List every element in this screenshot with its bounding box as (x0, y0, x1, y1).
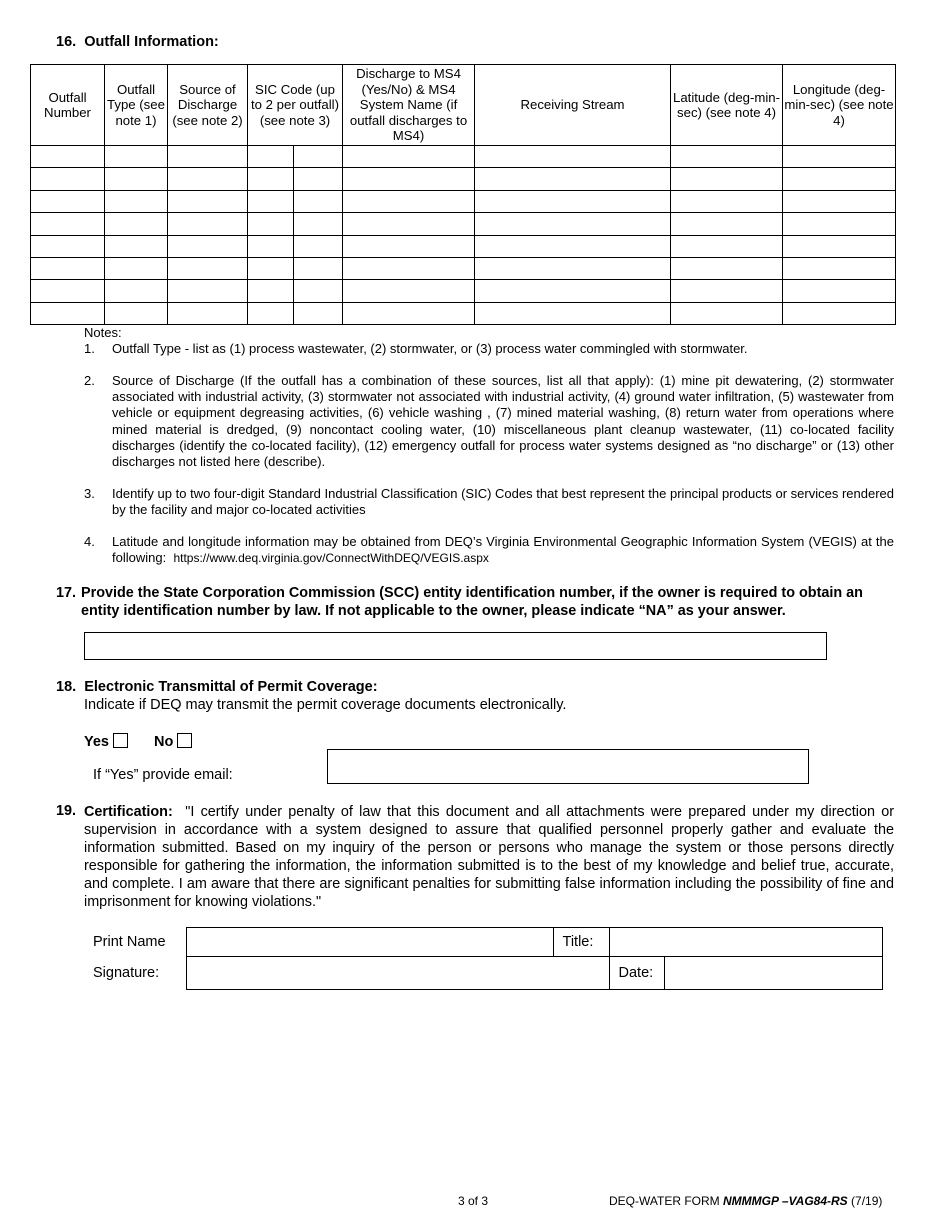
table-cell-input[interactable] (105, 191, 167, 212)
table-cell-input[interactable] (31, 236, 104, 257)
yes-option[interactable] (84, 733, 128, 750)
table-cell-input[interactable] (475, 280, 670, 301)
certification-title: Certification: (84, 804, 173, 820)
table-cell-input[interactable] (671, 191, 782, 212)
table-cell[interactable] (783, 190, 896, 212)
table-cell[interactable] (475, 235, 671, 257)
table-cell-input[interactable] (294, 236, 342, 257)
table-cell[interactable] (475, 213, 671, 235)
table-cell[interactable] (783, 146, 896, 168)
note-text: Identify up to two four-digit Standard Industrial Classification (SIC) Codes that best represent the principal products or services rendered by the facility and major co-located activities (112, 486, 894, 518)
section-16-heading (56, 34, 219, 50)
table-cell[interactable] (671, 213, 783, 235)
table-cell[interactable] (31, 235, 105, 257)
table-cell-input[interactable] (168, 280, 247, 301)
table-cell[interactable] (475, 280, 671, 302)
table-cell-input[interactable] (248, 146, 293, 167)
signature-field[interactable] (186, 957, 609, 990)
table-cell-input[interactable] (475, 191, 670, 212)
signature-input[interactable] (187, 965, 609, 980)
table-cell-input[interactable] (294, 258, 342, 279)
table-cell[interactable] (671, 190, 783, 212)
table-cell[interactable] (248, 213, 294, 235)
section-18-heading (56, 679, 378, 695)
table-cell-input[interactable] (343, 213, 474, 234)
print-name-label: Print Name (93, 934, 166, 950)
table-cell-input[interactable] (168, 236, 247, 257)
table-cell-input[interactable] (31, 303, 104, 324)
signature-label: Signature: (93, 965, 160, 981)
table-cell-input[interactable] (783, 168, 895, 189)
outfall-table (30, 64, 896, 325)
table-header-row (31, 65, 896, 146)
table-cell-input[interactable] (248, 236, 293, 257)
note-number: 1. (84, 341, 95, 356)
table-cell[interactable] (248, 302, 294, 324)
table-cell-input[interactable] (671, 213, 782, 234)
table-row (31, 190, 896, 212)
table-cell[interactable] (31, 257, 105, 279)
table-cell-input[interactable] (105, 280, 167, 301)
table-cell[interactable] (248, 257, 294, 279)
table-cell[interactable] (105, 190, 168, 212)
table-cell-input[interactable] (783, 280, 895, 301)
table-cell-input[interactable] (105, 168, 167, 189)
print-name-row (84, 928, 882, 957)
table-cell[interactable] (294, 168, 343, 190)
table-cell[interactable] (105, 235, 168, 257)
table-cell-input[interactable] (31, 191, 104, 212)
note-4 (84, 534, 894, 566)
table-cell-input[interactable] (168, 168, 247, 189)
table-cell-input[interactable] (105, 258, 167, 279)
table-cell[interactable] (105, 257, 168, 279)
section-18-subtitle: Indicate if DEQ may transmit the permit coverage documents electronically. (84, 697, 567, 713)
table-cell[interactable] (783, 235, 896, 257)
table-cell[interactable] (31, 190, 105, 212)
table-cell[interactable] (343, 302, 475, 324)
header-discharge-to-ms4: Discharge to MS4 (Yes/No) & MS4 System Name (if outfall discharges to MS4) (343, 65, 475, 146)
date-input[interactable] (665, 965, 882, 980)
table-cell[interactable] (168, 302, 248, 324)
table-cell[interactable] (343, 257, 475, 279)
table-cell[interactable] (248, 168, 294, 190)
table-cell[interactable] (294, 213, 343, 235)
table-cell-input[interactable] (343, 146, 474, 167)
table-cell[interactable] (248, 190, 294, 212)
table-cell[interactable] (671, 302, 783, 324)
table-cell[interactable] (343, 146, 475, 168)
outfall-table-body (31, 146, 896, 325)
section-number: 17. (56, 585, 77, 601)
note-text: Latitude and longitude information may be obtained from DEQ’s Virginia Environmental Geographic Information System (VEGIS) at the following: (112, 534, 894, 566)
table-cell[interactable] (783, 168, 896, 190)
table-cell-input[interactable] (475, 168, 670, 189)
table-cell-input[interactable] (671, 168, 782, 189)
table-cell[interactable] (671, 168, 783, 190)
table-cell-input[interactable] (294, 168, 342, 189)
table-cell[interactable] (31, 302, 105, 324)
title-field[interactable] (609, 928, 882, 957)
table-cell-input[interactable] (168, 303, 247, 324)
table-cell[interactable] (168, 235, 248, 257)
table-cell[interactable] (475, 190, 671, 212)
notes-label: Notes: (84, 325, 122, 340)
table-cell-input[interactable] (105, 303, 167, 324)
note-text: Outfall Type - list as (1) process wastewater, (2) stormwater, or (3) process water commingled with stormwater. (112, 341, 748, 356)
section-number-19: 19. (56, 803, 77, 819)
no-label: No (154, 734, 174, 750)
table-cell[interactable] (105, 302, 168, 324)
table-cell[interactable] (31, 168, 105, 190)
table-cell[interactable] (671, 257, 783, 279)
table-cell-input[interactable] (783, 146, 895, 167)
table-cell-input[interactable] (248, 303, 293, 324)
table-cell[interactable] (294, 302, 343, 324)
table-cell[interactable] (343, 168, 475, 190)
note-number: 2. (84, 373, 95, 388)
table-cell-input[interactable] (783, 213, 895, 234)
table-cell-input[interactable] (31, 258, 104, 279)
table-cell[interactable] (168, 280, 248, 302)
yes-label: Yes (84, 734, 109, 750)
table-cell[interactable] (31, 213, 105, 235)
table-cell-input[interactable] (783, 191, 895, 212)
scc-id-field[interactable] (84, 632, 827, 660)
note-number: 3. (84, 486, 95, 501)
header-longitude: Longitude (deg-min-sec) (see note 4) (783, 65, 896, 146)
table-cell-input[interactable] (248, 168, 293, 189)
table-row (31, 302, 896, 324)
table-cell-input[interactable] (168, 213, 247, 234)
table-cell[interactable] (475, 257, 671, 279)
section-number: 18. (56, 679, 77, 695)
form-id (609, 1194, 882, 1208)
table-cell[interactable] (475, 168, 671, 190)
table-cell-input[interactable] (783, 258, 895, 279)
table-cell[interactable] (343, 190, 475, 212)
table-cell-input[interactable] (475, 213, 670, 234)
table-cell-input[interactable] (168, 191, 247, 212)
header-latitude: Latitude (deg-min-sec) (see note 4) (671, 65, 783, 146)
note-3 (84, 486, 894, 518)
date-label: Date: (609, 957, 664, 990)
title-label: Title: (553, 928, 609, 957)
table-cell-input[interactable] (475, 236, 670, 257)
table-cell-input[interactable] (475, 146, 670, 167)
table-cell-input[interactable] (475, 258, 670, 279)
yes-checkbox[interactable] (113, 733, 128, 748)
table-cell-input[interactable] (475, 303, 670, 324)
table-cell[interactable] (294, 257, 343, 279)
table-cell[interactable] (105, 168, 168, 190)
table-cell[interactable] (248, 280, 294, 302)
table-cell-input[interactable] (294, 213, 342, 234)
note-text: Source of Discharge (If the outfall has a combination of these sources, list all that apply): (1) mine pit dewatering, (2) stormwater associated with industrial activity, (3) stormwater not associated with industrial activity, (4) ground water infiltration, (5) wastewater from vehicle or equipment degreasing activities, (6) vehicle washing , (7) mined material washing, (8) return water from operations where mined material is dredged, (9) noncontact cooling water, (10) miscellaneous plant cleanup wastewater, (11) co-located facility discharges (identify the co-located facility), (12) emergency outfall for process water systems designed as “no discharge” or (13) other discharges not listed here (describe). (112, 373, 894, 470)
print-name-field[interactable] (186, 928, 553, 957)
table-cell[interactable] (343, 213, 475, 235)
table-cell[interactable] (168, 213, 248, 235)
table-cell[interactable] (105, 146, 168, 168)
signature-table (84, 927, 883, 990)
table-cell-input[interactable] (343, 280, 474, 301)
table-cell[interactable] (783, 257, 896, 279)
table-cell[interactable] (671, 146, 783, 168)
table-cell-input[interactable] (671, 280, 782, 301)
table-cell[interactable] (105, 280, 168, 302)
table-cell[interactable] (294, 146, 343, 168)
table-cell-input[interactable] (343, 168, 474, 189)
title-input[interactable] (610, 934, 882, 949)
table-cell-input[interactable] (105, 146, 167, 167)
section-title: Outfall Information: (84, 34, 219, 50)
table-cell-input[interactable] (31, 280, 104, 301)
vegis-link[interactable]: https://www.deq.virginia.gov/ConnectWithDEQ/VEGIS.aspx (173, 551, 489, 566)
table-cell[interactable] (248, 146, 294, 168)
table-cell[interactable] (783, 280, 896, 302)
table-cell-input[interactable] (168, 258, 247, 279)
no-option[interactable] (154, 733, 192, 750)
table-cell-input[interactable] (343, 258, 474, 279)
scc-id-input[interactable] (85, 633, 826, 659)
table-cell[interactable] (475, 302, 671, 324)
email-input[interactable] (328, 750, 808, 783)
table-row (31, 168, 896, 190)
email-label: If “Yes” provide email: (93, 767, 233, 783)
table-cell-input[interactable] (783, 303, 895, 324)
table-row (31, 235, 896, 257)
header-sic-code: SIC Code (up to 2 per outfall) (see note 3) (248, 65, 343, 146)
table-cell[interactable] (105, 213, 168, 235)
certification-text (84, 803, 894, 911)
table-cell-input[interactable] (343, 303, 474, 324)
table-cell-input[interactable] (343, 191, 474, 212)
section-17-heading (56, 584, 896, 620)
table-cell-input[interactable] (294, 280, 342, 301)
email-field[interactable] (327, 749, 809, 784)
table-row (31, 213, 896, 235)
signature-row (84, 957, 882, 990)
table-cell[interactable] (31, 280, 105, 302)
note-number: 4. (84, 534, 95, 549)
table-cell[interactable] (671, 235, 783, 257)
table-cell[interactable] (671, 280, 783, 302)
table-cell-input[interactable] (343, 236, 474, 257)
table-cell-input[interactable] (248, 258, 293, 279)
table-cell[interactable] (248, 235, 294, 257)
table-cell[interactable] (343, 280, 475, 302)
table-cell-input[interactable] (671, 236, 782, 257)
table-cell-input[interactable] (671, 258, 782, 279)
table-cell-input[interactable] (105, 236, 167, 257)
header-receiving-stream: Receiving Stream (475, 65, 671, 146)
form-code: NMMMGP –VAG84-RS (723, 1194, 848, 1208)
table-cell[interactable] (168, 257, 248, 279)
form-date: (7/19) (851, 1194, 883, 1208)
table-cell[interactable] (168, 190, 248, 212)
table-cell[interactable] (294, 280, 343, 302)
table-cell-input[interactable] (248, 191, 293, 212)
no-checkbox[interactable] (177, 733, 192, 748)
table-cell-input[interactable] (168, 146, 247, 167)
section-title: Electronic Transmittal of Permit Coverage: (84, 679, 378, 695)
table-cell[interactable] (294, 190, 343, 212)
table-cell[interactable] (783, 302, 896, 324)
note-1 (84, 341, 894, 357)
table-cell[interactable] (475, 146, 671, 168)
table-cell-input[interactable] (105, 213, 167, 234)
table-cell[interactable] (168, 146, 248, 168)
table-cell[interactable] (31, 146, 105, 168)
section-number: 16. (56, 34, 77, 50)
section-17-text: Provide the State Corporation Commission (SCC) entity identification number, if the owner is required to obtain an entity identification number by law. If not applicable to the owner, please indicate “NA” as your answer. (81, 585, 863, 619)
table-cell[interactable] (294, 235, 343, 257)
date-field[interactable] (664, 957, 882, 990)
page-number: 3 of 3 (458, 1194, 489, 1208)
table-cell[interactable] (783, 213, 896, 235)
header-outfall-type: Outfall Type (see note 1) (105, 65, 168, 146)
table-cell-input[interactable] (294, 191, 342, 212)
table-row (31, 146, 896, 168)
header-source-of-discharge: Source of Discharge (see note 2) (168, 65, 248, 146)
table-cell-input[interactable] (294, 303, 342, 324)
form-prefix: DEQ-WATER FORM (609, 1194, 720, 1208)
note-2 (84, 373, 894, 470)
table-cell-input[interactable] (248, 213, 293, 234)
print-name-input[interactable] (187, 934, 553, 949)
table-row (31, 280, 896, 302)
header-outfall-number: Outfall Number (31, 65, 105, 146)
table-cell-input[interactable] (31, 213, 104, 234)
table-cell-input[interactable] (671, 146, 782, 167)
table-cell[interactable] (168, 168, 248, 190)
table-cell-input[interactable] (294, 146, 342, 167)
table-cell-input[interactable] (248, 280, 293, 301)
certification-body: "I certify under penalty of law that this document and all attachments were prepared under my direction or supervision in accordance with a system designed to assure that qualified personnel properly gather and evaluate the information submitted. Based on my inquiry of the person or persons who manage the system or those persons directly responsible for gathering the information, the information submitted is to the best of my knowledge and belief true, accurate, and complete. I am aware that there are significant penalties for submitting false information including the possibility of fine and imprisonment for knowing violations." (84, 804, 894, 910)
table-cell-input[interactable] (671, 303, 782, 324)
table-cell-input[interactable] (783, 236, 895, 257)
table-row (31, 257, 896, 279)
table-cell-input[interactable] (31, 146, 104, 167)
table-cell[interactable] (343, 235, 475, 257)
table-cell-input[interactable] (31, 168, 104, 189)
